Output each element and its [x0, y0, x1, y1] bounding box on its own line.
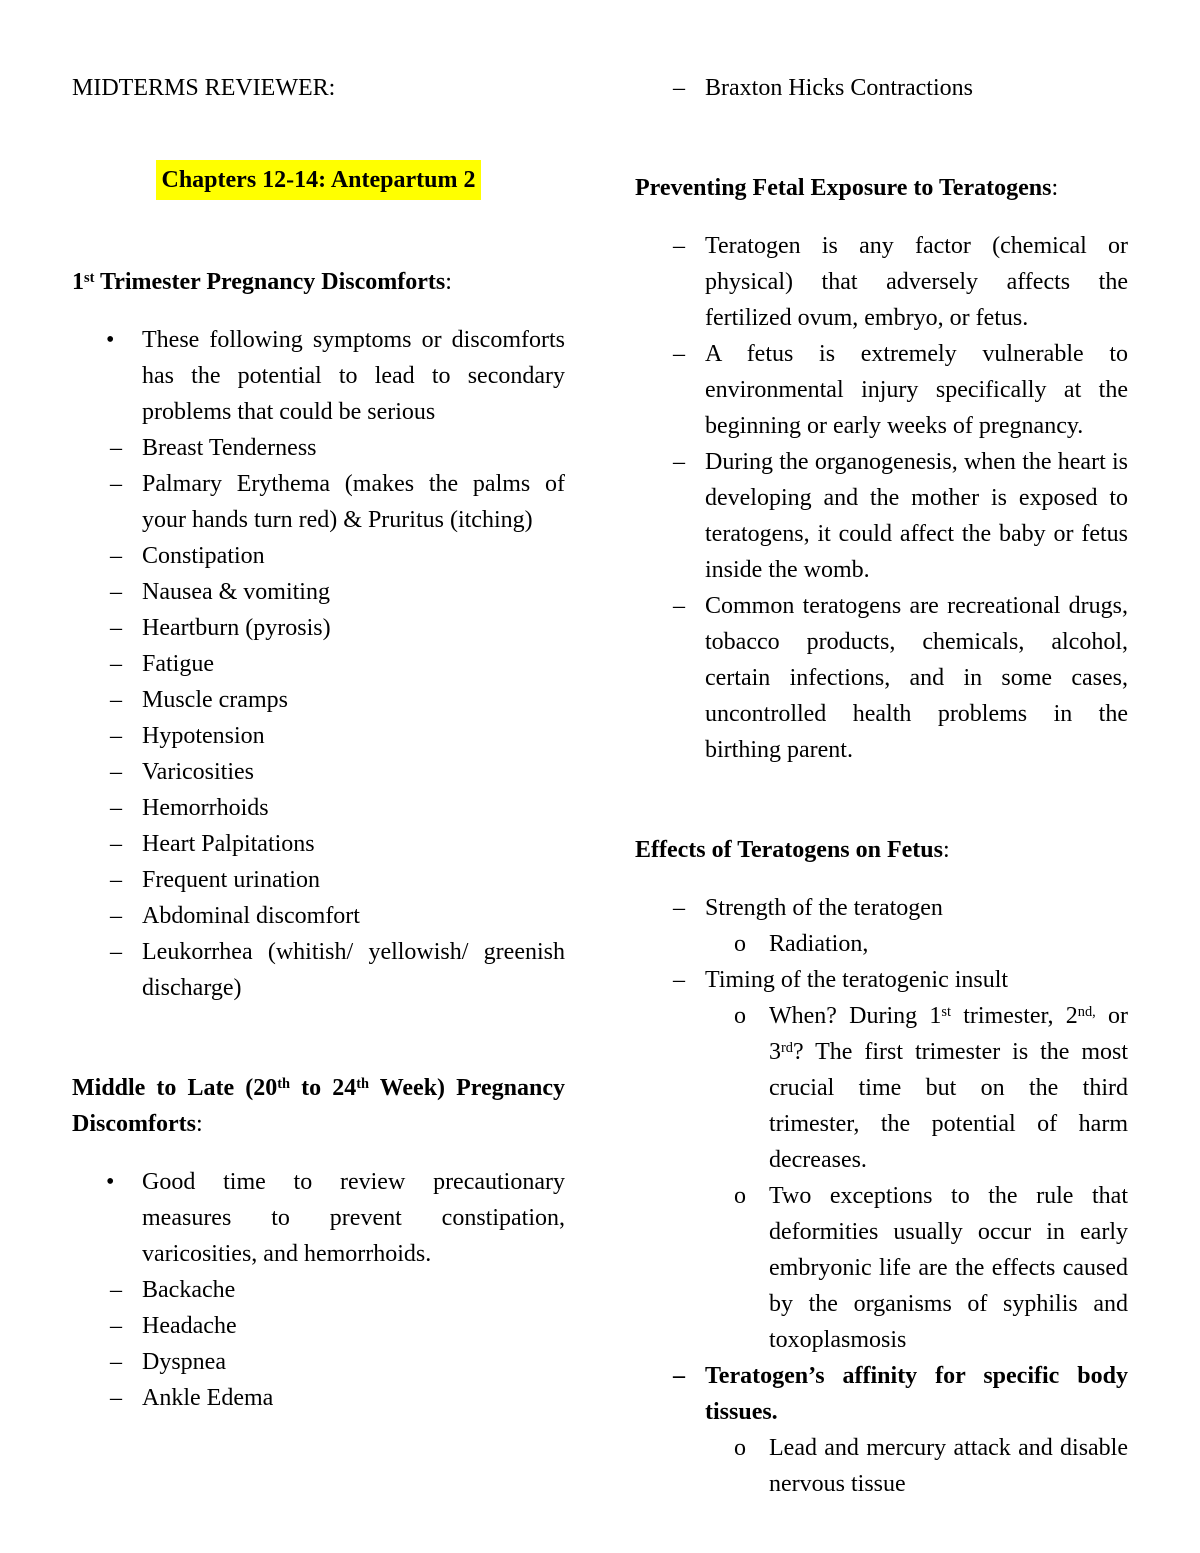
text-run: to 24 — [290, 1075, 357, 1101]
list-item — [635, 926, 1128, 962]
text-run: When? During 1 — [769, 1003, 942, 1029]
text-run: 1 — [72, 269, 84, 295]
dash-icon: – — [110, 1277, 122, 1303]
list-item — [635, 70, 1128, 106]
dash-icon: – — [673, 593, 685, 619]
list-item-text — [142, 543, 265, 569]
list-item — [72, 682, 565, 718]
section-heading — [635, 832, 1128, 868]
text-run: Abdominal discomfort — [142, 903, 360, 929]
dash-icon: – — [673, 75, 685, 101]
list-item — [72, 790, 565, 826]
circle-icon: o — [734, 1435, 746, 1461]
list-item — [72, 430, 565, 466]
list-item-text — [142, 867, 320, 893]
list-item — [72, 1344, 565, 1380]
dash-icon: – — [673, 341, 685, 367]
list-item-text — [769, 1435, 1128, 1497]
section-heading — [635, 170, 1128, 206]
list-item — [72, 610, 565, 646]
text-run: Nausea & vomiting — [142, 579, 330, 605]
text-run: Preventing Fetal Exposure to Teratogens — [635, 175, 1052, 201]
list-item — [72, 646, 565, 682]
text-run: Ankle Edema — [142, 1385, 274, 1411]
section-heading — [72, 264, 565, 300]
text-run: Breast Tenderness — [142, 435, 317, 461]
text-run: Radiation, — [769, 931, 869, 957]
dash-icon: – — [673, 895, 685, 921]
list-item-text — [142, 615, 331, 641]
list-item-text — [142, 1277, 235, 1303]
list-item — [635, 1430, 1128, 1502]
list-item — [72, 754, 565, 790]
section-heading — [72, 1070, 565, 1142]
list-item — [72, 718, 565, 754]
list-item-text — [142, 903, 360, 929]
text-run: These following symptoms or discomforts has the potential to lead to secondary problems that could be serious — [142, 327, 565, 425]
list-item-text — [769, 931, 868, 957]
text-run: Muscle cramps — [142, 687, 288, 713]
list-item — [72, 466, 565, 538]
list-item-text — [705, 1363, 1128, 1425]
text-run: Hemorrhoids — [142, 795, 269, 821]
dash-icon: – — [110, 471, 122, 497]
list-item — [635, 998, 1128, 1178]
list-item-text — [142, 1169, 565, 1267]
list-item — [72, 322, 565, 430]
dash-icon: – — [673, 233, 685, 259]
list-item — [72, 934, 565, 1006]
text-run: MIDTERMS REVIEWER: — [72, 75, 336, 101]
text-run: : — [195, 1111, 203, 1137]
text-run: Teratogen is any factor (chemical or physical) that adversely affects the fertilized ovum, embryo, or fetus. — [705, 233, 1128, 331]
text-run: Week) Pregnancy Discomforts — [72, 1075, 565, 1137]
text-run: Effects of Teratogens on Fetus — [635, 837, 943, 863]
list-item — [635, 228, 1128, 336]
list-item-text — [142, 939, 565, 1001]
bullet-icon: • — [106, 327, 115, 353]
dash-icon: – — [110, 723, 122, 749]
text-run: Palmary Erythema (makes the palms of your hands turn red) & Pruritus (itching) — [142, 471, 565, 533]
superscript-text: nd, — [1077, 1003, 1096, 1020]
list-item-text — [705, 341, 1128, 439]
text-run: Lead and mercury attack and disable nervous tissue — [769, 1435, 1128, 1497]
text-run: Backache — [142, 1277, 236, 1303]
superscript-text: st — [84, 269, 95, 286]
list-item-text — [142, 327, 565, 425]
list-item-text — [705, 233, 1128, 331]
chapter-title — [72, 160, 565, 200]
list-item — [72, 1164, 565, 1272]
text-run: Dyspnea — [142, 1349, 226, 1375]
list-item — [635, 336, 1128, 444]
text-run: Frequent urination — [142, 867, 320, 893]
text-run: Leukorrhea (whitish/ yellowish/ greenish discharge) — [142, 939, 565, 1001]
text-run: Two exceptions to the rule that deformities usually occur in early embryonic life are the effects caused by the organisms of syphilis and toxoplasmosis — [769, 1183, 1128, 1353]
text-run: Heartburn (pyrosis) — [142, 615, 331, 641]
list-item — [72, 1308, 565, 1344]
dash-icon: – — [110, 687, 122, 713]
list-item — [72, 898, 565, 934]
text-run: Chapters 12-14: Antepartum 2 — [161, 167, 476, 193]
dash-icon: – — [673, 449, 685, 475]
list-item — [72, 538, 565, 574]
dash-icon: – — [110, 759, 122, 785]
superscript-text: th — [277, 1075, 291, 1092]
dash-icon: – — [110, 867, 122, 893]
text-run: or 3 — [769, 1003, 1128, 1065]
superscript-text: th — [356, 1075, 370, 1092]
dash-icon: – — [110, 831, 122, 857]
list-item — [72, 1272, 565, 1308]
document-title — [72, 70, 565, 106]
text-run: : — [942, 837, 950, 863]
circle-icon: o — [734, 1183, 746, 1209]
right-column — [635, 70, 1128, 1513]
text-run: Good time to review precautionary measures to prevent constipation, varicosities, and hemorrhoids. — [142, 1169, 565, 1267]
dash-icon: – — [110, 543, 122, 569]
list-item-text — [142, 1349, 226, 1375]
highlighted-chapter-text — [156, 160, 482, 200]
dash-icon: – — [110, 615, 122, 641]
left-column — [72, 70, 565, 1513]
dash-icon: – — [110, 651, 122, 677]
dash-icon: – — [110, 1349, 122, 1375]
list-item — [635, 1358, 1128, 1430]
text-run: : — [445, 269, 452, 295]
text-run: Teratogen’s affinity for specific body tissues. — [705, 1363, 1128, 1425]
text-run: Strength of the teratogen — [705, 895, 943, 921]
list-item-text — [142, 435, 317, 461]
dash-icon: – — [110, 795, 122, 821]
text-run: trimester, 2 — [951, 1003, 1078, 1029]
list-item-text — [705, 967, 1008, 993]
list-item-text — [142, 1385, 273, 1411]
list-item-text — [705, 75, 973, 101]
text-run: Headache — [142, 1313, 237, 1339]
dash-icon: – — [110, 903, 122, 929]
text-run: Trimester Pregnancy Discomforts — [94, 269, 446, 295]
circle-icon: o — [734, 931, 746, 957]
list-item — [635, 444, 1128, 588]
circle-icon: o — [734, 1003, 746, 1029]
list-item — [72, 826, 565, 862]
list-item-text — [142, 651, 214, 677]
dash-icon: – — [110, 579, 122, 605]
list-item-text — [705, 449, 1128, 583]
dash-icon: – — [110, 1313, 122, 1339]
list-item — [635, 588, 1128, 768]
list-item-text — [705, 593, 1128, 763]
list-item — [72, 862, 565, 898]
dash-icon: – — [110, 1385, 122, 1411]
bullet-icon: • — [106, 1169, 115, 1195]
text-run: Varicosities — [142, 759, 254, 785]
list-item-text — [705, 895, 943, 921]
text-run: Timing of the teratogenic insult — [705, 967, 1009, 993]
text-run: Fatigue — [142, 651, 214, 677]
text-run: During the organogenesis, when the heart is developing and the mother is exposed to teratogens, it could affect the baby or fetus inside the womb. — [705, 449, 1128, 583]
text-run: A fetus is extremely vulnerable to environmental injury specifically at the beginning or early weeks of pregnancy. — [705, 341, 1128, 439]
list-item-text — [142, 1313, 237, 1339]
text-run: Hypotension — [142, 723, 265, 749]
text-run: Heart Palpitations — [142, 831, 315, 857]
list-item-text — [142, 831, 315, 857]
list-item-text — [142, 687, 288, 713]
list-item — [72, 1380, 565, 1416]
text-run: ? The first trimester is the most crucial time but on the third trimester, the potential of harm decreases. — [769, 1039, 1128, 1173]
list-item-text — [142, 471, 565, 533]
list-item — [635, 890, 1128, 926]
dash-icon: – — [673, 967, 685, 993]
list-item-text — [142, 759, 254, 785]
superscript-text: rd — [781, 1039, 793, 1056]
list-item-text — [142, 723, 265, 749]
list-item-text — [142, 579, 330, 605]
superscript-text: st — [941, 1003, 951, 1020]
list-item-text — [769, 1183, 1128, 1353]
list-item — [635, 962, 1128, 998]
list-item-text — [142, 795, 269, 821]
text-run: Common teratogens are recreational drugs, tobacco products, chemicals, alcohol, certain infections, and in some cases, uncontrolled health problems in the birthing parent. — [705, 593, 1128, 763]
dash-icon: – — [673, 1363, 685, 1389]
text-run: Braxton Hicks Contractions — [705, 75, 973, 101]
list-item-text — [769, 1003, 1128, 1173]
list-item — [635, 1178, 1128, 1358]
dash-icon: – — [110, 435, 122, 461]
text-run: : — [1051, 175, 1059, 201]
text-run: Constipation — [142, 543, 265, 569]
dash-icon: – — [110, 939, 122, 965]
text-run: Middle to Late (20 — [72, 1075, 278, 1101]
list-item — [72, 574, 565, 610]
